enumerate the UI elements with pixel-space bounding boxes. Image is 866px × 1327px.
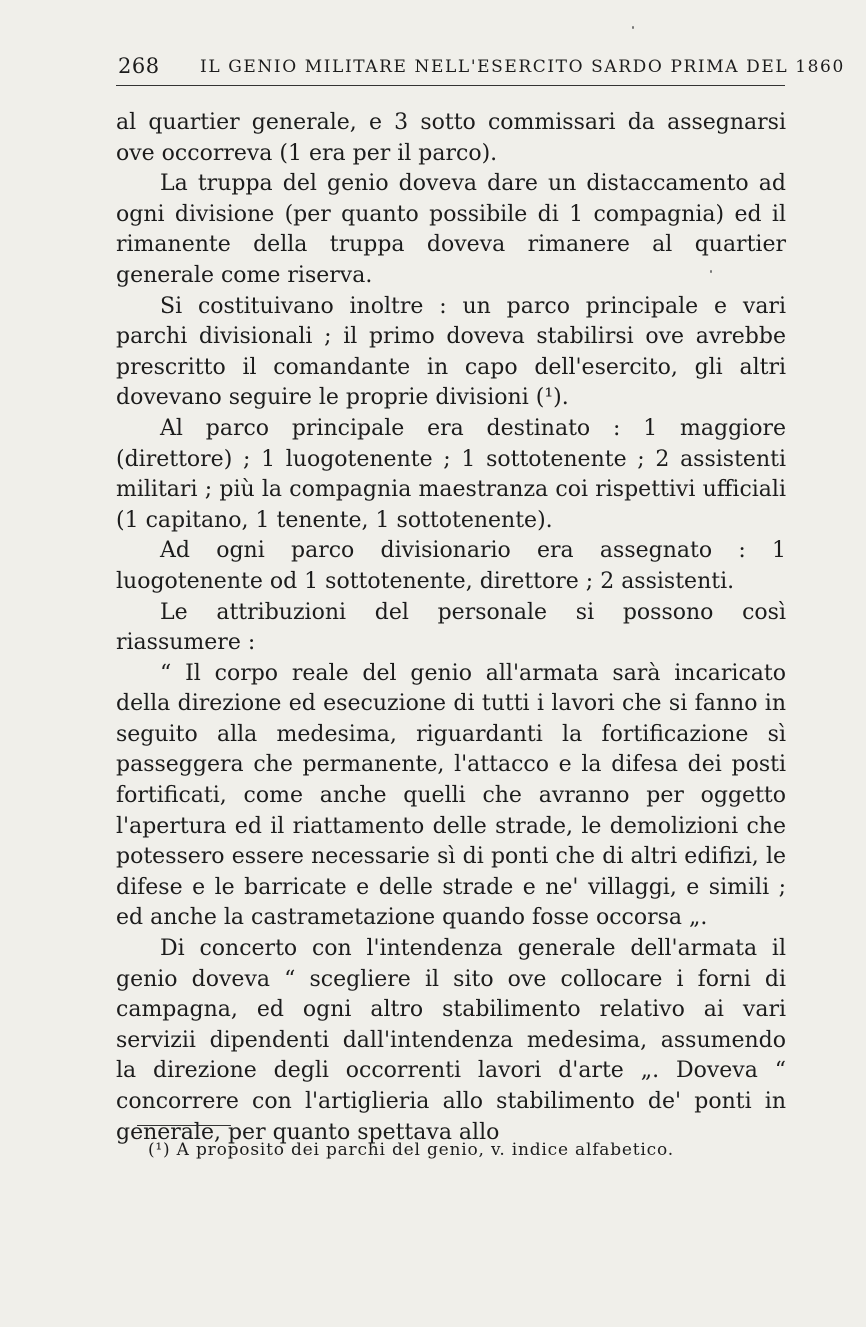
paragraph-7-quotation: “ Il corpo reale del genio all'armata sarà incaricato della direzione ed esecuzione di tutti i lavori che si fanno in seguito alla medesima, riguardanti la fortificazione sì passeggera che permanente, l'attacco e la difesa dei posti fortificati, come anche quelli che avranno per oggetto l'apertura ed il riattamento delle strade, le demolizioni che potessero essere necessarie sì di ponti che di altri edifizi, le difese e le barricate e delle strade e ne' villaggi, e simili ; ed anche la castrametazione quando fosse occorsa „.: [116, 660, 786, 931]
paragraph-8: Di concerto con l'intendenza generale dell'armata il genio doveva “ scegliere il sito ove collocare i forni di campagna, ed ogni altro stabilimento relativo ai vari servizii dipendenti dall'intendenza medesima, assumendo la direzione degli occorrenti lavori d'arte „. Doveva “ concorrere con l'artiglieria allo stabilimento de' ponti in generale, per quanto spettava allo: [116, 936, 786, 1145]
paper-speck: [710, 270, 712, 273]
paragraph-3: Si costituivano inoltre : un parco principale e vari parchi divisionali ; il primo doveva stabilirsi ove avrebbe prescritto il comandante in capo dell'esercito, gli altri dovevano seguire le proprie divisioni (¹).: [116, 293, 786, 411]
paper-speck: [632, 26, 634, 29]
paragraph-6: Le attribuzioni del personale si possono così riassumere :: [116, 599, 786, 656]
page-number: 268: [118, 54, 160, 78]
paragraph-1: al quartier generale, e 3 sotto commissari da assegnarsi ove occorreva (1 era per il parco).: [116, 110, 786, 166]
footnote: (¹) A proposito dei parchi del genio, v. indice alfabetico.: [148, 1140, 674, 1160]
paragraph-2: La truppa del genio doveva dare un distaccamento ad ogni divisione (per quanto possibile di 1 compagnia) ed il rimanente della truppa doveva rimanere al quartier generale come riserva.: [116, 171, 786, 288]
body-text: [116, 108, 786, 1148]
running-header: [116, 52, 845, 86]
footnote-rule: [137, 1125, 231, 1126]
paragraph-5: Ad ogni parco divisionario era assegnato : 1 luogotenente od 1 sottotenente, direttore ; 2 assistenti.: [116, 538, 786, 594]
paragraph-4: Al parco principale era destinato : 1 maggiore (direttore) ; 1 luogotenente ; 1 sottotenente ; 2 assistenti militari ; più la compagnia maestranza coi rispettivi ufficiali (1 capitano, 1 tenente, 1 sottotenente).: [116, 415, 786, 533]
running-title: IL GENIO MILITARE NELL'ESERCITO SARDO PRIMA DEL 1860: [200, 57, 845, 77]
